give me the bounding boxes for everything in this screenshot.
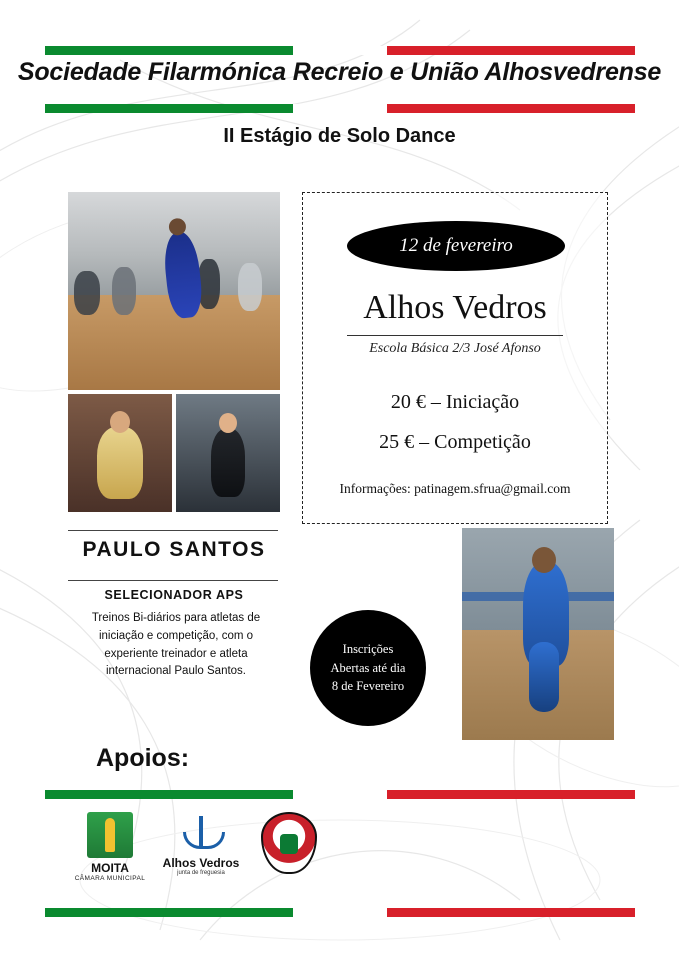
event-date-badge: 12 de fevereiro xyxy=(347,221,565,271)
bar-segment-white xyxy=(293,908,387,917)
registration-line-2: Abertas até dia xyxy=(330,660,406,675)
logo-alhos-vedros-name: Alhos Vedros xyxy=(162,856,240,870)
event-info-box xyxy=(302,192,608,524)
logo-moita-sub: CÂMARA MUNICIPAL xyxy=(74,875,146,882)
photo-spectator xyxy=(198,259,220,309)
supporters-title: Apoios: xyxy=(96,744,190,772)
bar-segment-white xyxy=(293,46,387,55)
contact-info: Informações: patinagem.sfrua@gmail.com xyxy=(339,481,571,496)
bar-segment-white xyxy=(293,790,387,799)
event-venue: Escola Básica 2/3 José Afonso xyxy=(369,341,541,356)
photo-spectator xyxy=(74,271,100,315)
photo-female-skater xyxy=(176,394,280,512)
bar-segment-green xyxy=(45,908,293,917)
divider-bottom xyxy=(68,580,278,581)
logo-moita xyxy=(72,812,148,882)
photo-skater-back xyxy=(462,528,614,740)
registration-line-3: 8 de Fevereiro xyxy=(331,679,405,694)
photo-figure-head xyxy=(110,411,130,433)
registration-badge xyxy=(310,610,426,726)
price-competition: 25 € – Competição xyxy=(379,431,531,453)
moita-monument-icon xyxy=(87,812,133,858)
event-subtitle: II Estágio de Solo Dance xyxy=(223,125,456,147)
sfrua-crest-icon xyxy=(261,812,317,874)
bar-segment-green xyxy=(45,790,293,799)
photo-spectator xyxy=(112,267,136,315)
tricolor-bar-under-title xyxy=(45,104,635,113)
bar-segment-green xyxy=(45,46,293,55)
bar-segment-red xyxy=(387,908,635,917)
tricolor-bar-bottom xyxy=(45,908,635,917)
photo-male-skater xyxy=(68,394,172,512)
photo-figure-head xyxy=(219,413,237,433)
coach-role: SELECIONADOR APS xyxy=(104,588,244,602)
tricolor-bar-supporters xyxy=(45,790,635,799)
divider-top xyxy=(68,530,278,531)
coach-name: PAULO SANTOS xyxy=(82,538,266,561)
event-city: Alhos Vedros xyxy=(363,289,547,326)
divider xyxy=(347,335,563,336)
logo-sfrua xyxy=(256,812,322,874)
photo-figure-body xyxy=(211,429,245,497)
tricolor-bar-top xyxy=(45,46,635,55)
bar-segment-red xyxy=(387,790,635,799)
photo-figure-head xyxy=(532,547,556,573)
logo-alhos-vedros xyxy=(158,816,244,876)
registration-line-1: Inscrições xyxy=(342,641,394,656)
bar-segment-red xyxy=(387,104,635,113)
bridge-icon xyxy=(179,816,223,856)
bar-segment-white xyxy=(293,104,387,113)
photo-figure-body xyxy=(97,427,143,499)
photo-collage xyxy=(68,192,280,512)
photo-skater-jump xyxy=(68,192,280,390)
coach-description: Treinos Bi-diários para atletas de iniciação e competição, com o experiente treinador e atleta internacional Paulo Santos. xyxy=(91,612,261,678)
organization-title: Sociedade Filarmónica Recreio e União Alhosvedrense xyxy=(17,58,662,86)
bar-segment-red xyxy=(387,46,635,55)
logo-moita-name: MOITA xyxy=(91,861,129,875)
supporter-logos xyxy=(62,812,322,892)
logo-alhos-vedros-sub: junta de freguesia xyxy=(177,870,225,876)
price-initiation: 20 € – Iniciação xyxy=(390,391,520,413)
photo-spectator xyxy=(238,263,262,311)
photo-figure-legs xyxy=(529,642,559,712)
bar-segment-green xyxy=(45,104,293,113)
